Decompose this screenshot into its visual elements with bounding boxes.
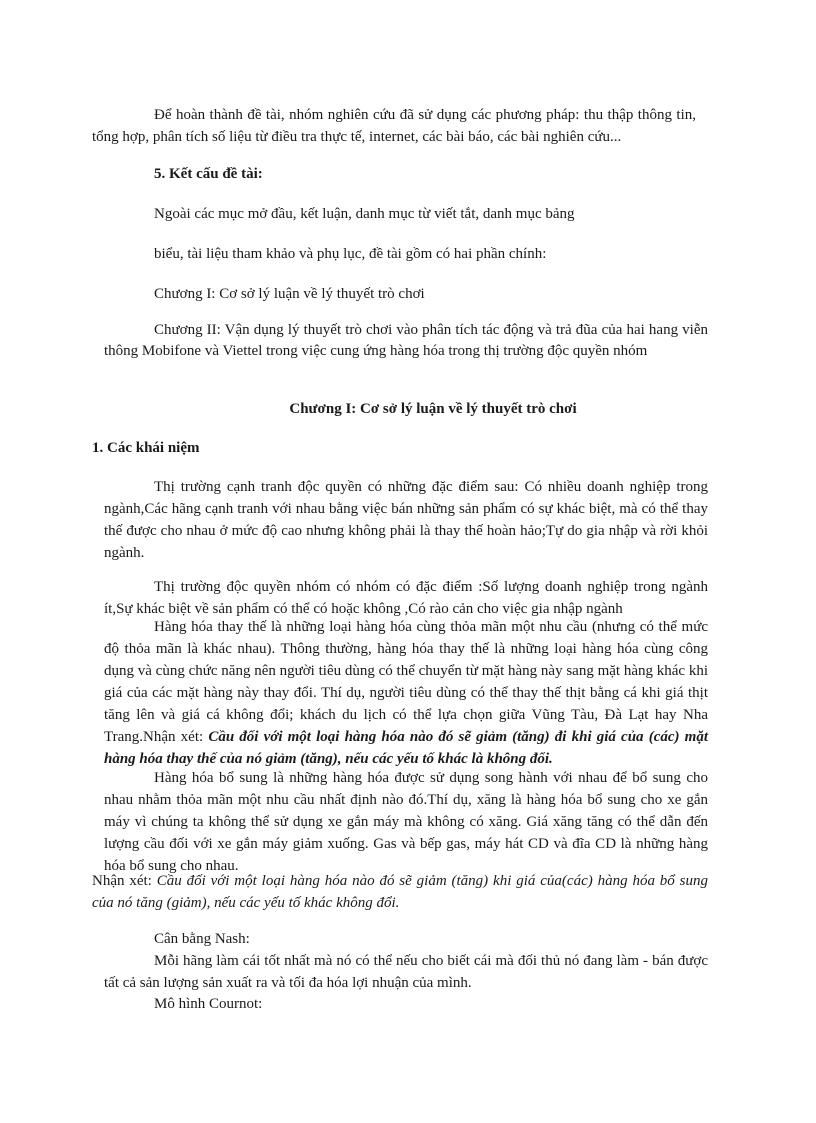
- nash-heading: Cân bằng Nash:: [154, 931, 250, 947]
- competition-paragraph: [104, 476, 708, 564]
- oligopoly-text: Thị trường độc quyền nhóm có nhóm có đặc điểm :Số lượng doanh nghiệp trong ngành ít,Sự khác biệt về sản phẩm có thể có hoặc không ,Có rào cản cho việc gia nhập ngành: [104, 579, 708, 617]
- chapter-title: Chương I: Cơ sở lý luận về lý thuyết trò chơi: [289, 401, 577, 417]
- structure-line-1: Ngoài các mục mở đầu, kết luận, danh mục từ viết tắt, danh mục bảng: [154, 206, 575, 222]
- complement-paragraph: [104, 767, 708, 877]
- structure-line-2: biểu, tài liệu tham khảo và phụ lục, đề tài gồm có hai phần chính:: [154, 246, 547, 262]
- methods-paragraph: [92, 104, 696, 148]
- oligopoly-paragraph: [104, 576, 708, 620]
- section-heading-concepts: 1. Các khái niệm: [92, 440, 200, 456]
- remark-text: Cầu đối với một loại hàng hóa nào đó sẽ giảm (tăng) khi giá của(các) hàng hóa bổ sung của nó tăng (giảm), nếu các yếu tố khác không đổi.: [92, 873, 708, 911]
- structure-chapter-2-text: Chương II: Vận dụng lý thuyết trò chơi vào phân tích tác động và trả đũa của hai hang viễn thông Mobifone và Viettel trong việc cung ứng hàng hóa trong thị trường độc quyền nhóm: [104, 322, 708, 359]
- substitute-note: Cầu đối với một loại hàng hóa nào đó sẽ giảm (tăng) đi khi giá của (các) mặt hàng hóa thay thế của nó giảm (tăng), nếu các yếu tố khác là không đổi.: [104, 729, 708, 767]
- structure-heading: 5. Kết cấu đề tài:: [154, 166, 263, 182]
- substitute-text: Hàng hóa thay thế là những loại hàng hóa cùng thỏa mãn một nhu cầu (nhưng có thể mức độ thỏa mãn là khác nhau). Thông thường, hàng hóa thay thế là những loại hàng hóa cùng công dụng và cùng chức năng nên người tiêu dùng có thể chuyển từ mặt hàng này sang mặt hàng khác khi giá của các mặt hàng này thay đổi. Thí dụ, người tiêu dùng có thể thay thế thịt bằng cá khi giá thịt tăng lên và giá cá không đổi; khách du lịch có thể lựa chọn giữa Vũng Tàu, Đà Lạt hay Nha Trang.Nhận xét:: [104, 619, 708, 745]
- substitute-paragraph: [104, 616, 708, 770]
- complement-text: Hàng hóa bổ sung là những hàng hóa được sử dụng song hành với nhau để bổ sung cho nhau nhằm thỏa mãn một nhu cầu nhất định nào đó.Thí dụ, xăng là hàng hóa bổ sung cho xe gắn máy vì chúng ta không thể sử dụng xe gắn máy mà không có xăng. Giá xăng tăng có thể dẫn đến lượng cầu đối với xe gắn máy giảm xuống. Gas và bếp gas, máy hát CD và đĩa CD là những hàng hóa bổ sung cho nhau.: [104, 770, 708, 874]
- complement-remark: [92, 870, 708, 914]
- nash-text: Mỗi hãng làm cái tốt nhất mà nó có thể nếu cho biết cái mà đối thủ nó đang làm - bán được tất cả sản lượng sản xuất ra và tối đa hóa lợi nhuận của mình.: [104, 953, 708, 991]
- structure-chapter-1: Chương I: Cơ sở lý luận về lý thuyết trò chơi: [154, 286, 425, 302]
- competition-text: Thị trường cạnh tranh độc quyền có những đặc điểm sau: Có nhiều doanh nghiệp trong ngành,Các hãng cạnh tranh với nhau bằng việc bán những sản phẩm có sự khác biệt, mà có thể thay thế được cho nhau ở mức độ cao nhưng không phải là thay thế hoàn hảo;Tự do gia nhập và rời khỏi ngành.: [104, 479, 708, 561]
- methods-text: Để hoàn thành đề tài, nhóm nghiên cứu đã sử dụng các phương pháp: thu thập thông tin, tổng hợp, phân tích số liệu từ điều tra thực tế, internet, các bài báo, các bài nghiên cứu...: [92, 107, 696, 145]
- structure-chapter-2: [104, 320, 708, 362]
- remark-label: Nhận xét:: [92, 873, 157, 889]
- cournot-heading: Mô hình Cournot:: [154, 996, 263, 1012]
- nash-paragraph: [104, 950, 708, 994]
